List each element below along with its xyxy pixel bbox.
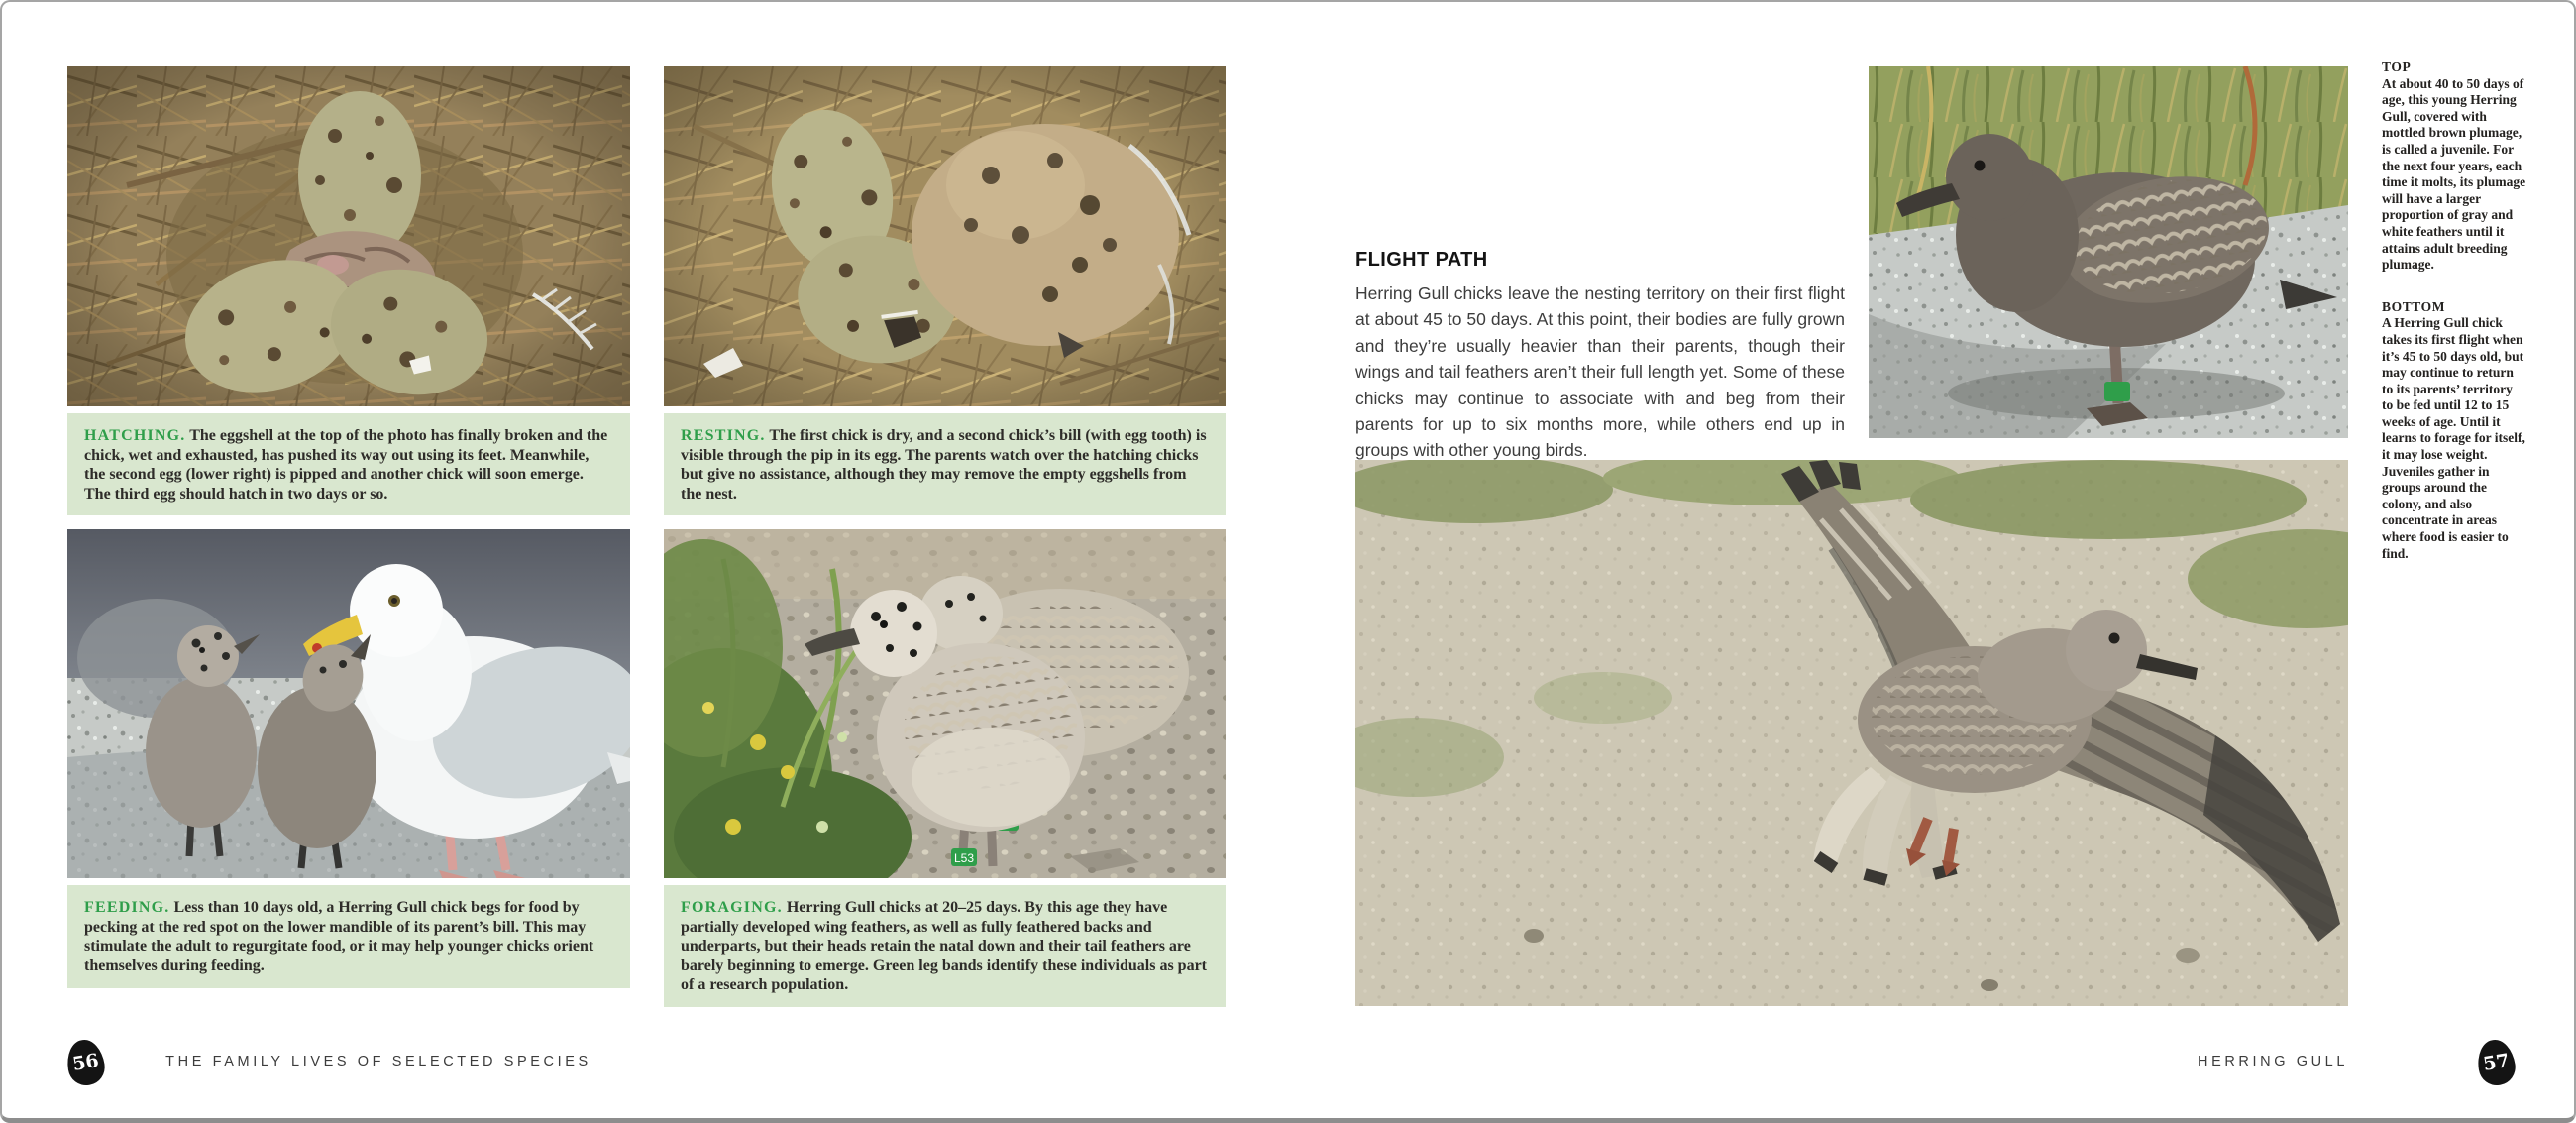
caption-text-feeding: Less than 10 days old, a Herring Gull chick begs for food by pecking at the red spot on the lower mandible of its parent’s bill. This may stimulate the adult to regurgitate food, or it may help younger chicks orient themselves during feeding. <box>84 899 594 974</box>
flight-path-section <box>1355 248 1845 464</box>
juvenile-standing-photo <box>1869 66 2348 438</box>
section-body: Herring Gull chicks leave the nesting territory on their first flight at about 45 to 50 days. At this point, their bodies are fully grown and they’re usually heavier than their parents, though their wings and tail feathers aren’t their full length yet. Some of these chicks may continue to associate with and beg from their parents for up to six months more, while others end up in groups with other young birds. <box>1355 283 1845 461</box>
foraging-caption <box>664 885 1226 1007</box>
section-heading: FLIGHT PATH <box>1355 249 1488 271</box>
page-number-right: 57 <box>2481 1050 2512 1075</box>
page-number-left: 56 <box>70 1050 101 1075</box>
caption-text-hatching: The eggshell at the top of the photo has finally broken and the chick, wet and exhausted, has pushed its way out using its feet. Meanwhile, the second egg (lower right) is pipped and another chick will soon emerge. The third egg should hatch in two days or so. <box>84 427 608 503</box>
feeding-caption <box>67 885 630 988</box>
resting-caption <box>664 413 1226 515</box>
caption-text-resting: The first chick is dry, and a second chick’s bill (with egg tooth) is visible through the pip in its egg. The parents watch over the hatching chicks but give no assistance, although they may remove the empty eggshells from the nest. <box>681 427 1207 503</box>
sidebar-bottom-text: A Herring Gull chick takes its first flight when it’s 45 to 50 days old, but may continue to return to its parents’ territory to be fed until 12 to 15 weeks of age. Until it learns to forage for itself, it may lose weight. Juveniles gather in groups around the colony, and also concentrate in areas where food is easier to find. <box>2382 315 2525 561</box>
running-title-left: THE FAMILY LIVES OF SELECTED SPECIES <box>165 1054 591 1069</box>
caption-heading-foraging: FORAGING. <box>681 899 783 916</box>
feeding-photo <box>67 529 630 878</box>
juvenile-flying-photo <box>1355 460 2348 1006</box>
resting-photo <box>664 66 1226 406</box>
caption-heading-feeding: FEEDING. <box>84 899 170 916</box>
hatching-caption <box>67 413 630 515</box>
page-number-badge-left <box>64 1037 108 1087</box>
sidebar-top-label: TOP <box>2382 59 2412 74</box>
green-leg-band <box>2104 382 2130 401</box>
caption-heading-resting: RESTING. <box>681 427 766 444</box>
foraging-photo <box>664 529 1226 878</box>
page-number-badge-right <box>2475 1037 2519 1087</box>
sidebar-bottom-label: BOTTOM <box>2382 298 2446 314</box>
caption-heading-hatching: HATCHING. <box>84 427 186 444</box>
photo-sidebar-captions <box>2382 59 2526 562</box>
leg-band-label: L53 <box>954 851 975 865</box>
caption-text-foraging: Herring Gull chicks at 20–25 days. By this age they have partially developed wing feathers, as well as fully feathered backs and underparts, but their heads retain the natal down and their tail feathers are barely beginning to emerge. Green leg bands identify these individuals as part of a research population. <box>681 899 1207 994</box>
sidebar-top-text: At about 40 to 50 days of age, this young Herring Gull, covered with mottled brown plumage, is called a juvenile. For the next four years, each time it molts, its plumage will have a larger proportion of gray and white feathers until it attains adult breeding plumage. <box>2382 75 2526 273</box>
hatching-photo <box>67 66 630 406</box>
running-title-right: HERRING GULL <box>2198 1054 2348 1069</box>
